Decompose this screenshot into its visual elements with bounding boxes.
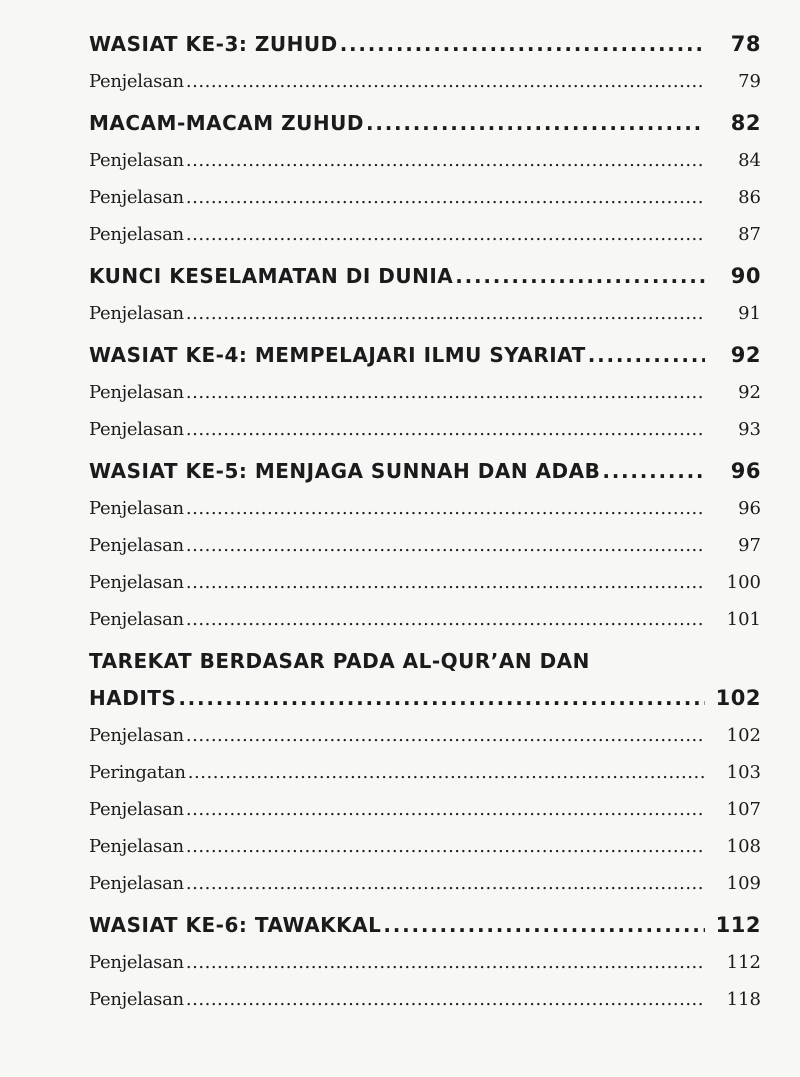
page-number: 96 bbox=[730, 459, 761, 483]
dot-leader bbox=[178, 680, 705, 717]
dot-leader bbox=[588, 337, 705, 374]
page-number: 103 bbox=[726, 762, 761, 783]
toc-subentry bbox=[89, 754, 761, 791]
toc-chapter bbox=[89, 105, 761, 142]
toc-subentry bbox=[89, 791, 761, 828]
toc-subentry bbox=[89, 564, 761, 601]
dot-leader bbox=[186, 865, 705, 902]
dot-leader bbox=[186, 179, 705, 216]
page-number: 118 bbox=[726, 989, 761, 1010]
toc-subentry bbox=[89, 490, 761, 527]
toc-chapter bbox=[89, 680, 761, 717]
page-number: 102 bbox=[715, 686, 761, 710]
subentry-title: Peringatan bbox=[89, 762, 186, 783]
subentry-title: Penjelasan bbox=[89, 150, 184, 171]
subentry-title: Penjelasan bbox=[89, 799, 184, 820]
toc-subentry bbox=[89, 63, 761, 100]
toc-subentry bbox=[89, 411, 761, 448]
dot-leader bbox=[186, 944, 705, 981]
page-number: 84 bbox=[738, 150, 761, 171]
page-number: 86 bbox=[738, 187, 761, 208]
subentry-title: Penjelasan bbox=[89, 419, 184, 440]
dot-leader bbox=[455, 258, 705, 295]
dot-leader bbox=[366, 105, 705, 142]
subentry-title: Penjelasan bbox=[89, 609, 184, 630]
chapter-title-line2: HADITS bbox=[89, 686, 177, 710]
toc-subentry bbox=[89, 216, 761, 253]
dot-leader bbox=[186, 564, 705, 601]
chapter-title: WASIAT KE-4: MEMPELAJARI ILMU SYARIAT bbox=[89, 343, 586, 367]
toc-subentry bbox=[89, 944, 761, 981]
dot-leader bbox=[186, 63, 705, 100]
dot-leader bbox=[186, 981, 705, 1018]
chapter-title: MACAM-MACAM ZUHUD bbox=[89, 111, 364, 135]
dot-leader bbox=[186, 142, 705, 179]
toc-subentry bbox=[89, 865, 761, 902]
dot-leader bbox=[186, 791, 705, 828]
dot-leader bbox=[383, 907, 705, 944]
toc-subentry bbox=[89, 179, 761, 216]
page-number: 90 bbox=[730, 264, 761, 288]
page-number: 102 bbox=[726, 725, 761, 746]
toc-subentry bbox=[89, 981, 761, 1018]
dot-leader bbox=[186, 601, 705, 638]
subentry-title: Penjelasan bbox=[89, 873, 184, 894]
page-number: 112 bbox=[726, 952, 761, 973]
dot-leader bbox=[186, 295, 705, 332]
subentry-title: Penjelasan bbox=[89, 303, 184, 324]
toc-subentry bbox=[89, 527, 761, 564]
chapter-title-line1: TAREKAT BERDASAR PADA AL-QUR’AN DAN bbox=[89, 649, 590, 673]
toc-chapter-two-line bbox=[89, 643, 761, 717]
page-number: 79 bbox=[738, 71, 761, 92]
dot-leader bbox=[186, 411, 705, 448]
toc-chapter bbox=[89, 26, 761, 63]
subentry-title: Penjelasan bbox=[89, 71, 184, 92]
chapter-title: WASIAT KE-5: MENJAGA SUNNAH DAN ADAB bbox=[89, 459, 601, 483]
chapter-title: WASIAT KE-3: ZUHUD bbox=[89, 32, 338, 56]
chapter-title: KUNCI KESELAMATAN DI DUNIA bbox=[89, 264, 454, 288]
table-of-contents bbox=[89, 26, 761, 1018]
subentry-title: Penjelasan bbox=[89, 382, 184, 403]
toc-chapter bbox=[89, 907, 761, 944]
page-number: 112 bbox=[715, 913, 761, 937]
subentry-title: Penjelasan bbox=[89, 498, 184, 519]
dot-leader bbox=[186, 374, 705, 411]
subentry-title: Penjelasan bbox=[89, 952, 184, 973]
toc-subentry bbox=[89, 828, 761, 865]
toc-subentry bbox=[89, 717, 761, 754]
dot-leader bbox=[186, 490, 705, 527]
toc-chapter bbox=[89, 337, 761, 374]
dot-leader bbox=[186, 527, 705, 564]
dot-leader bbox=[186, 216, 705, 253]
dot-leader bbox=[340, 26, 705, 63]
page-number: 82 bbox=[730, 111, 761, 135]
page-number: 96 bbox=[738, 498, 761, 519]
dot-leader bbox=[186, 828, 705, 865]
dot-leader bbox=[602, 453, 705, 490]
page-number: 93 bbox=[738, 419, 761, 440]
page-number: 92 bbox=[730, 343, 761, 367]
dot-leader bbox=[186, 717, 705, 754]
toc-chapter bbox=[89, 453, 761, 490]
toc-subentry bbox=[89, 295, 761, 332]
page-number: 91 bbox=[738, 303, 761, 324]
page-number: 109 bbox=[726, 873, 761, 894]
page-number: 87 bbox=[738, 224, 761, 245]
subentry-title: Penjelasan bbox=[89, 725, 184, 746]
page-number: 100 bbox=[726, 572, 761, 593]
toc-subentry bbox=[89, 601, 761, 638]
subentry-title: Penjelasan bbox=[89, 836, 184, 857]
page-number: 78 bbox=[730, 32, 761, 56]
page-number: 101 bbox=[726, 609, 761, 630]
page-number: 97 bbox=[738, 535, 761, 556]
toc-subentry bbox=[89, 374, 761, 411]
subentry-title: Penjelasan bbox=[89, 224, 184, 245]
subentry-title: Penjelasan bbox=[89, 572, 184, 593]
page-number: 107 bbox=[726, 799, 761, 820]
toc-subentry bbox=[89, 142, 761, 179]
dot-leader bbox=[188, 754, 705, 791]
page-number: 108 bbox=[726, 836, 761, 857]
toc-chapter bbox=[89, 258, 761, 295]
page-number: 92 bbox=[738, 382, 761, 403]
subentry-title: Penjelasan bbox=[89, 187, 184, 208]
subentry-title: Penjelasan bbox=[89, 989, 184, 1010]
chapter-title: WASIAT KE-6: TAWAKKAL bbox=[89, 913, 382, 937]
subentry-title: Penjelasan bbox=[89, 535, 184, 556]
